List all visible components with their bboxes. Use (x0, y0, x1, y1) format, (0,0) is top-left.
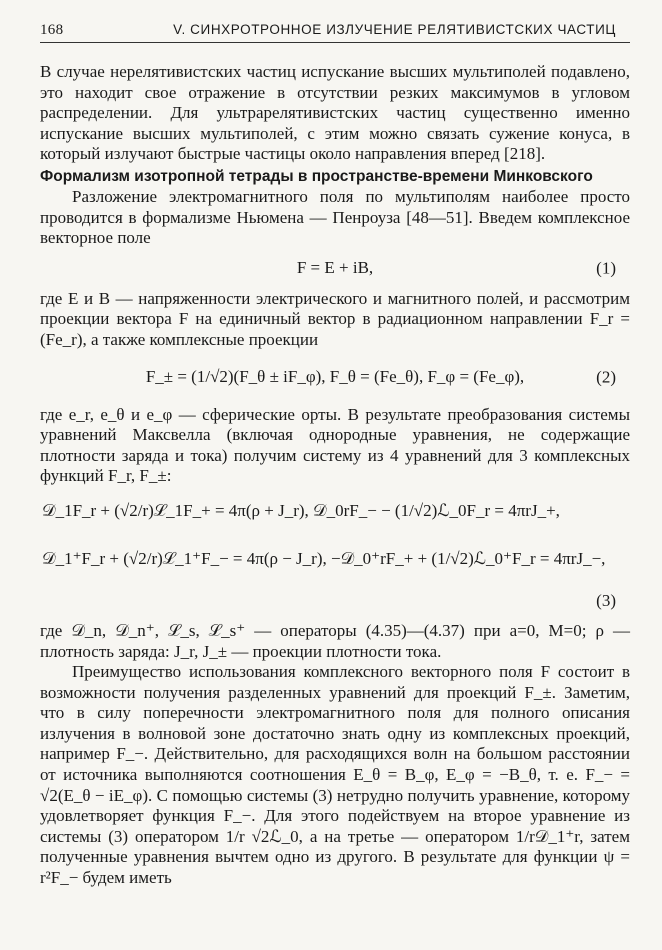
running-title: V. СИНХРОТРОННОЕ ИЗЛУЧЕНИЕ РЕЛЯТИВИСТСКИХ ЧАСТИЦ (173, 22, 616, 37)
page-header (40, 20, 630, 43)
paragraph-projections: где E и B — напряженности электрического и магнитного полей, и рассмотрим проекции вектора F на единичный вектор в радиационном направлении F_r = (Fe_r), а также комплексные проекции (40, 288, 630, 349)
paragraph-intro: В случае нерелятивистских частиц испускание высших мультиполей подавлено, это находит свое отражение в отсутствии резких максимумов в угловом распределении. Для ультрарелятивистских частиц существенно именно испускание высших мультиполей, с этим можно связать сужение конуса, в который излучают быстрые частицы около направления вперед [218]. (40, 62, 630, 164)
equation-2-body: F_± = (1/√2)(F_θ ± iF_φ), F_θ = (Fe_θ), F_φ = (Fe_φ), (145, 367, 525, 387)
equation-3-line-1-body: 𝒟_1F_r + (√2/r)ℒ_1F_+ = 4π(ρ + J_r), 𝒟_0rF_− − (1/√2)ℒ_0F_r = 4πrJ_+, (42, 500, 560, 520)
equation-1 (40, 249, 630, 289)
equation-2 (40, 351, 630, 405)
equation-3-line-1 (40, 487, 630, 535)
equation-1-body: F = E + iB, (296, 258, 374, 278)
page-body (40, 62, 630, 889)
paragraph-advantage: Преимущество использования комплексного векторного поля F состоит в возможности получения разделенных уравнений для проекций F_±. Заметим, что в силу поперечности электромагнитного поля для полного описания излучения в волновой зоне достаточно знать одну из комплексных проекций, например F_−. Действительно, для расходящихся волн на большом расстоянии от источника выполняются соотношения E_θ = B_φ, E_φ = −B_θ, т. е. F_− = √2(E_θ − iE_φ). С помощью системы (3) нетрудно получить уравнение, которому удовлетворяет функция F_−. Для этого подействуем на второе уравнение из системы (3) оператором 1/r √2ℒ_0, а на третье — оператором 1/r𝒟_1⁺r, затем полученные уравнения вычтем одно из другого. В результате для функции ψ = r²F_− будем иметь (40, 662, 630, 888)
equation-2-number: (2) (596, 367, 616, 387)
equation-3-line-2-body: 𝒟_1⁺F_r + (√2/r)ℒ_1⁺F_− = 4π(ρ − J_r), −𝒟_0⁺rF_+ + (1/√2)ℒ_0⁺F_r = 4πrJ_−, (42, 548, 606, 568)
equation-3-number: (3) (596, 590, 616, 610)
paragraph-operators: где 𝒟_n, 𝒟_n⁺, ℒ_s, ℒ_s⁺ — операторы (4.35)—(4.37) при a=0, M=0; ρ — плотность заряда: J_r, J_± — проекции плотности тока. (40, 620, 630, 661)
equation-3-line-2 (40, 535, 630, 583)
paragraph-maxwell: где e_r, e_θ и e_φ — сферические орты. В результате преобразования системы уравнений Максвелла (включая однородные уравнения, не содержащие плотности заряда и тока) получим систему из 4 уравнений для 3 комплексных функций F_r, F_±: (40, 404, 630, 486)
page-number: 168 (40, 22, 64, 38)
equation-1-number: (1) (596, 258, 616, 278)
equation-3-number-row (40, 583, 630, 621)
section-heading: Формализм изотропной тетрады в пространстве-времени Минковского (40, 167, 593, 185)
paragraph-decomposition: Разложение электромагнитного поля по мультиполям наиболее просто проводится в формализме Ньюмена — Пенроуза [48—51]. Введем комплексное векторное поле (40, 186, 630, 248)
